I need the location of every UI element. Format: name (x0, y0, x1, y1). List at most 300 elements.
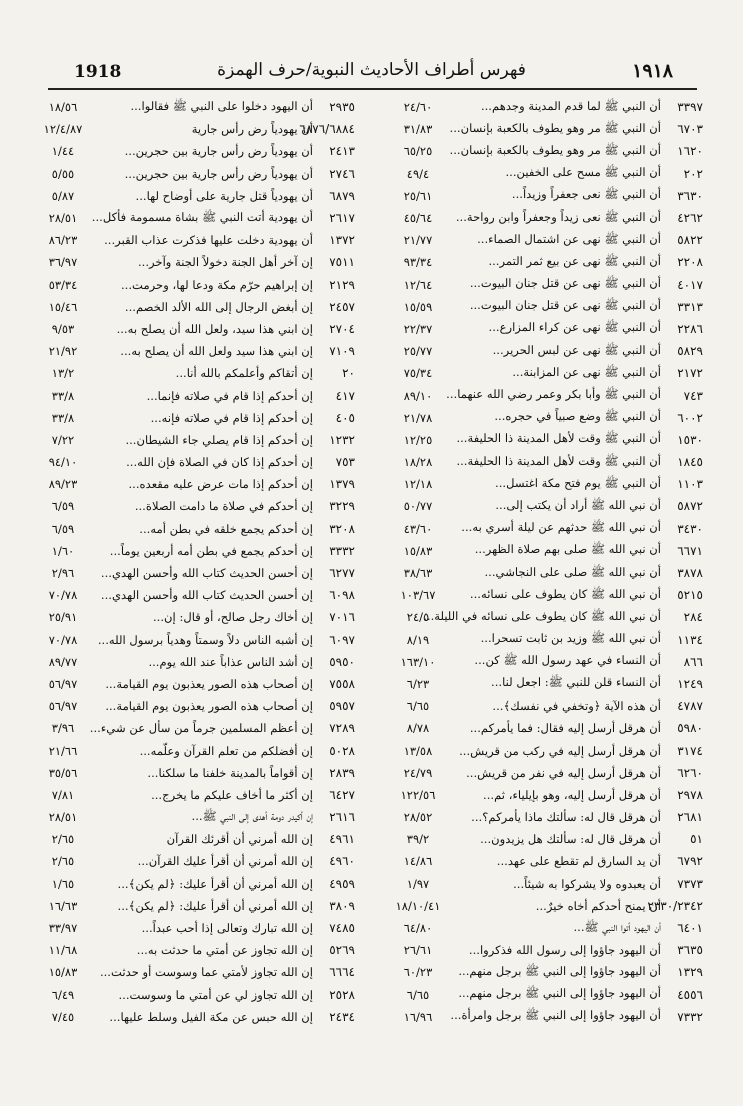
hadith-number: ٥٢٦٩ (329, 943, 355, 958)
book-chapter-ref: ٢٦/٦١ (403, 943, 433, 958)
hadith-opening-text: أن اليهود جاؤوا إلى النبي ﷺ برجل منهم... (458, 963, 661, 978)
book-chapter-ref: ١٢/٢٥ (403, 432, 433, 447)
hadith-number: ٦٠٩٧ (329, 632, 355, 647)
hadith-opening-text: أن اليهود جاؤوا إلى رسول الله فذكروا... (468, 943, 661, 958)
hadith-opening-text: أن النبي ﷺ وقت لأهل المدينة ذا الحليفة... (456, 431, 661, 446)
hadith-number: ٢٧٠٤ (329, 321, 355, 336)
index-entry (363, 518, 703, 540)
index-column-right (363, 96, 703, 1031)
book-chapter-ref: ٦/٥٩ (51, 521, 75, 536)
book-chapter-ref: ١٢/٦٤ (403, 277, 433, 292)
book-chapter-ref: ٨٩/٧٧ (48, 654, 78, 669)
book-chapter-ref: ٣١/٨٣ (403, 122, 433, 137)
index-entry (15, 340, 355, 362)
hadith-number: ٦٧٠٣ (677, 122, 703, 137)
hadith-opening-text: إن أقواماً بالمدينة خلفنا ما سلكنا... (147, 765, 313, 780)
hadith-number: ٣٨٠٩ (329, 898, 355, 913)
hadith-number: ٣٣١٣ (677, 299, 703, 314)
hadith-number: ١٣٧٢ (329, 233, 355, 248)
index-entry (363, 163, 703, 185)
hadith-number: ١٣٢٩ (677, 965, 703, 980)
index-entry (15, 717, 355, 739)
hadith-number: ٢٧٤٦ (329, 166, 355, 181)
hadith-opening-text: إن الله تجاوز عن أمتي ما حدثت به... (136, 943, 313, 958)
hadith-number: ٧٤٨٥ (329, 921, 355, 936)
hadith-number: ٥٩٥٠ (329, 654, 355, 669)
hadith-opening-text: إن أحدكم إذا كان في الصلاة فإن الله... (126, 455, 313, 470)
book-chapter-ref: ٨/١٩ (406, 632, 430, 647)
hadith-number: ٧٢٨٩ (329, 721, 355, 736)
hadith-opening-text: أن النبي ﷺ نهى عن قتل جنان البيوت... (469, 298, 661, 313)
hadith-number: ٥٩٨٠ (677, 721, 703, 736)
hadith-number: ٣٨٧٨ (677, 566, 703, 581)
book-chapter-ref: ٦٠/٢٣ (403, 965, 433, 980)
index-entry (363, 961, 703, 983)
book-chapter-ref: ٥/٨٧ (51, 188, 75, 203)
index-entry (363, 806, 703, 828)
index-column-left (15, 96, 355, 1031)
hadith-number: ٧٥٣ (335, 455, 355, 470)
book-chapter-ref: ١١/٦٨ (48, 943, 78, 958)
hadith-number: ٢١٢٩ (329, 277, 355, 292)
book-chapter-ref: ١٨/٢٨ (403, 455, 433, 470)
index-entry (363, 296, 703, 318)
hadith-opening-text: إن أحدكم في صلاة ما دامت الصلاة... (134, 499, 313, 514)
book-chapter-ref: ٥٠/٧٧ (403, 499, 433, 514)
hadith-opening-text: إن أتقاكم وأعلمكم بالله أنا... (175, 366, 313, 381)
hadith-number: ٣٣٩٧ (677, 100, 703, 115)
hadith-opening-text: أن نبي الله ﷺ كان يطوف على نسائه... (469, 586, 661, 601)
hadith-opening-text: أن النبي ﷺ وأبا بكر وعمر رضي الله عنهما... (446, 387, 661, 402)
book-chapter-ref: ٧/٤٥ (51, 1009, 75, 1024)
index-entry (363, 384, 703, 406)
index-entry (15, 917, 355, 939)
hadith-opening-text: إن أشد الناس عذاباً عند الله يوم... (148, 654, 313, 669)
index-entry (363, 251, 703, 273)
hadith-opening-text: أن النبي ﷺ نهى عن كراء المزارع... (488, 320, 661, 335)
hadith-opening-text: أن يهودياً رض رأس جارية بين حجرين... (124, 144, 313, 159)
index-entry (15, 828, 355, 850)
hadith-number: ٥١ (690, 832, 703, 847)
index-entry (15, 429, 355, 451)
index-entry (363, 917, 703, 939)
hadith-number: ٢٤٥٧ (329, 299, 355, 314)
index-entry (15, 695, 355, 717)
book-chapter-ref: ٢٥/٧٧ (403, 344, 433, 359)
book-chapter-ref: ٢١/٧٨ (403, 410, 433, 425)
hadith-opening-text: إن أعظم المسلمين جرماً من سأل عن شيء... (89, 721, 313, 736)
hadith-opening-text: أن النساء قلن للنبي ﷺ: اجعل لنا... (491, 675, 661, 690)
index-entry (363, 984, 703, 1006)
book-chapter-ref: ٢٥/٩١ (48, 610, 78, 625)
index-entry (15, 673, 355, 695)
book-chapter-ref: ١٣/٥٨ (403, 743, 433, 758)
book-chapter-ref: ٣٥/٥٦ (48, 765, 78, 780)
index-entry (15, 540, 355, 562)
index-entry (15, 407, 355, 429)
hadith-number: ١٢٤٩ (677, 676, 703, 691)
index-entry (363, 762, 703, 784)
hadith-number: ٢٦١٦ (329, 810, 355, 825)
book-chapter-ref: ٥٦/٩٧ (48, 699, 78, 714)
index-entry (363, 739, 703, 761)
index-entry (363, 673, 703, 695)
index-entry (15, 163, 355, 185)
index-entry (363, 495, 703, 517)
hadith-number: ٢٥٢٨ (329, 987, 355, 1002)
book-chapter-ref: ٦/٢٣ (406, 676, 430, 691)
index-entry (15, 495, 355, 517)
book-chapter-ref: ٢٨/٥١ (48, 810, 78, 825)
book-chapter-ref: ٢١/٦٦ (48, 743, 78, 758)
book-chapter-ref: ١٥/٨٣ (48, 965, 78, 980)
index-entry (363, 429, 703, 451)
hadith-number: ١١٠٣ (677, 477, 703, 492)
book-chapter-ref: ٤٩/٤ (406, 166, 430, 181)
book-chapter-ref: ١٥/٨٣ (403, 543, 433, 558)
hadith-opening-text: أن اليهود جاؤوا إلى النبي ﷺ برجل منهم... (458, 986, 661, 1001)
hadith-opening-text: أن النبي ﷺ مسح على الخفين... (505, 165, 661, 180)
book-chapter-ref: ٧٠/٧٨ (48, 632, 78, 647)
book-chapter-ref: ١/٩٧ (406, 876, 430, 891)
hadith-number: ٢٠ (342, 366, 355, 381)
book-chapter-ref: ٧/٨١ (51, 787, 75, 802)
hadith-opening-text: إن الله حبس عن مكة الفيل وسلط عليها... (109, 1009, 313, 1024)
index-entry (363, 717, 703, 739)
book-chapter-ref: ١٣/٢ (51, 366, 75, 381)
book-chapter-ref: ٩/٥٣ (51, 321, 75, 336)
index-entry (15, 873, 355, 895)
hadith-opening-text: أن نبي الله ﷺ كان يطوف على نسائه في الليلة... (423, 608, 661, 623)
hadith-opening-text: إن الله تجاوز لي عن أمتي ما وسوست... (118, 987, 313, 1002)
book-chapter-ref: ٦/٦٥ (406, 699, 430, 714)
book-chapter-ref: ٩٣/٣٤ (403, 255, 433, 270)
index-entry (15, 739, 355, 761)
index-entry (15, 584, 355, 606)
hadith-opening-text: أن هرقل أرسل إليه في نفر من قريش... (466, 765, 661, 780)
book-chapter-ref: ١٨/١٠/٤١ (395, 898, 441, 913)
index-entry (363, 140, 703, 162)
book-chapter-ref: ٢/٦٥ (51, 832, 75, 847)
book-chapter-ref: ١٦/٦٣ (48, 898, 78, 913)
hadith-number: ٤٢٦٢ (677, 211, 703, 226)
hadith-opening-text: إن أكثر ما أخاف عليكم ما يخرج... (151, 787, 313, 802)
book-chapter-ref: ٨٦/٢٣ (48, 233, 78, 248)
hadith-opening-text: إن أحدكم إذا قام في صلاته فإنه... (150, 410, 313, 425)
hadith-opening-text: إن الله أمرني أن أقرأ عليك: ﴿لم يكن﴾... (117, 876, 313, 891)
index-entry (363, 540, 703, 562)
hadith-opening-text: إن أحدكم إذا قام في صلاته فإنما... (146, 388, 313, 403)
hadith-number: ٢٣٣٠/٢٣٤٢ (647, 898, 703, 913)
hadith-opening-text: إن أفضلكم من تعلم القرآن وعلّمه... (139, 743, 313, 758)
index-entry (363, 362, 703, 384)
book-chapter-ref: ٧٥/٣٤ (403, 366, 433, 381)
hadith-opening-text: إن ابني هذا سيد ولعل الله أن يصلح به... (120, 344, 313, 359)
hadith-opening-text: أن اليهود جاؤوا إلى النبي ﷺ برجل وامرأة... (450, 1008, 661, 1023)
book-chapter-ref: ٣٣/٨ (51, 410, 75, 425)
hadith-opening-text: إن أصحاب هذه الصور يعذبون يوم القيامة... (105, 699, 313, 714)
hadith-opening-text: أن النبي ﷺ نعى زيداً وجعفراً وابن رواحة... (455, 209, 661, 224)
book-chapter-ref: ١٢٢/٥٦ (400, 787, 436, 802)
book-chapter-ref: ١٠٣/٦٧ (400, 588, 436, 603)
index-entry (363, 584, 703, 606)
hadith-number: ٢٤١٣ (329, 144, 355, 159)
index-entry (15, 784, 355, 806)
index-entry (15, 1006, 355, 1028)
hadith-opening-text: إن أحسن الحديث كتاب الله وأحسن الهدي... (100, 588, 313, 603)
index-entry (15, 185, 355, 207)
hadith-number: ١٥٣٠ (677, 432, 703, 447)
book-chapter-ref: ٥٦/٩٧ (48, 676, 78, 691)
hadith-opening-text: إن أحسن الحديث كتاب الله وأحسن الهدي... (100, 566, 313, 581)
index-entry (363, 828, 703, 850)
hadith-number: ٧٤٣ (683, 388, 703, 403)
hadith-opening-text: أن هذه الآية ﴿وتخفي في نفسك﴾... (492, 699, 661, 714)
index-entry (15, 296, 355, 318)
hadith-number: ٥٨٧٢ (677, 499, 703, 514)
book-chapter-ref: ٥/٥٥ (51, 166, 75, 181)
book-chapter-ref: ٢٤/٥ (406, 610, 430, 625)
book-chapter-ref: ٥٣/٣٤ (48, 277, 78, 292)
book-chapter-ref: ٣/٩٦ (51, 721, 75, 736)
hadith-number: ٧٣٧٣ (677, 876, 703, 891)
hadith-number: ٤١٧ (335, 388, 355, 403)
book-chapter-ref: ٢١/٩٢ (48, 344, 78, 359)
book-chapter-ref: ١٨/٥٦ (48, 100, 78, 115)
index-entry (15, 518, 355, 540)
hadith-opening-text: أن يهودية دخلت عليها فذكرت عذاب القبر... (104, 233, 313, 248)
index-entry (363, 118, 703, 140)
hadith-opening-text: أن النبي ﷺ مر وهو يطوف بالكعبة بإنسان... (449, 120, 661, 135)
hadith-opening-text: إن أحدكم إذا قام يصلي جاء الشيطان... (125, 432, 313, 447)
index-entry (363, 451, 703, 473)
index-entry (15, 961, 355, 983)
hadith-number: ٦٢٦٠ (677, 765, 703, 780)
index-entry (15, 362, 355, 384)
hadith-number: ١١٣٤ (677, 632, 703, 647)
hadith-number: ١٣٧٩ (329, 477, 355, 492)
book-chapter-ref: ٤٥/٦٤ (403, 211, 433, 226)
hadith-opening-text: إن إبراهيم حرّم مكة ودعا لها، وحرمت... (121, 277, 313, 292)
index-entry (15, 473, 355, 495)
hadith-number: ٦٨٧٩ (329, 188, 355, 203)
hadith-number: ٢٢٠٨ (677, 255, 703, 270)
hadith-opening-text: إن أكيدر دومة أهدى إلى النبي ﷺ... (191, 808, 313, 823)
index-entry (15, 939, 355, 961)
hadith-opening-text: أن هرقل أرسل إليه في ركب من قريش... (459, 743, 661, 758)
hadith-number: ٢١٧٢ (677, 366, 703, 381)
index-entry (15, 606, 355, 628)
hadith-opening-text: أن يعبدوه ولا يشركوا به شيئاً... (513, 876, 661, 891)
book-chapter-ref: ٧٠/٧٨ (48, 588, 78, 603)
hadith-opening-text: أن النبي ﷺ وقت لأهل المدينة ذا الحليفة... (456, 453, 661, 468)
hadith-opening-text: أن النبي ﷺ نهى عن بيع ثمر التمر... (488, 253, 661, 268)
hadith-opening-text: أن يهودية أتت النبي ﷺ بشاة مسمومة فأكل... (91, 209, 313, 224)
page-header (44, 58, 699, 88)
book-chapter-ref: ٦٥/٢٥ (403, 144, 433, 159)
hadith-number: ٥٢١٥ (677, 588, 703, 603)
hadith-opening-text: إن أصحاب هذه الصور يعذبون يوم القيامة... (105, 676, 313, 691)
book-chapter-ref: ٦/٦٥ (406, 987, 430, 1002)
book-chapter-ref: ٢٨/٥٢ (403, 810, 433, 825)
hadith-number: ٢٠٢ (683, 166, 703, 181)
index-entry (363, 873, 703, 895)
index-entry (15, 140, 355, 162)
index-entry (363, 185, 703, 207)
hadith-number: ٦٠٠٢ (677, 410, 703, 425)
hadith-opening-text: أن النساء في عهد رسول الله ﷺ كن... (474, 653, 661, 668)
hadith-number: ٥٨٢٢ (677, 233, 703, 248)
index-entry (363, 695, 703, 717)
hadith-number: ٧٥١١ (329, 255, 355, 270)
hadith-opening-text: أن النبي ﷺ لما قدم المدينة وجدهم... (480, 98, 661, 113)
book-chapter-ref: ٣٦/٩٧ (48, 255, 78, 270)
hadith-opening-text: أن يد السارق لم تقطع على عهد... (496, 854, 661, 869)
hadith-number: ١٦٢٠ (677, 144, 703, 159)
hadith-opening-text: إن الله تجاوز لأمتي عما وسوست أو حدثت... (99, 965, 313, 980)
hadith-opening-text: أن يهودياً رض رأس جارية بين حجرين... (124, 166, 313, 181)
index-entry (15, 762, 355, 784)
hadith-number: ٦٠٩٨ (329, 588, 355, 603)
hadith-number: ٦٧٩٢ (677, 854, 703, 869)
index-entry (363, 340, 703, 362)
book-chapter-ref: ٢٤/٦٠ (403, 100, 433, 115)
hadith-number: ٢٦١٧ (329, 211, 355, 226)
hadith-number: ٢٢٨٦ (677, 321, 703, 336)
hadith-number: ٤٧٨٧ (677, 699, 703, 714)
hadith-opening-text: إن أحدكم يجمع في بطن أمه أربعين يوماً... (109, 543, 313, 558)
book-chapter-ref: ٢/٦٥ (51, 854, 75, 869)
index-entry (15, 629, 355, 651)
book-chapter-ref: ٢/٩٦ (51, 566, 75, 581)
hadith-number: ٣١٧٤ (677, 743, 703, 758)
hadith-opening-text: أن اليهود دخلوا على النبي ﷺ فقالوا... (130, 98, 313, 113)
hadith-number: ٦٤٢٧ (329, 787, 355, 802)
index-entry (15, 318, 355, 340)
hadith-opening-text: إن الله تبارك وتعالى إذا أحب عبداً... (141, 921, 313, 936)
book-chapter-ref: ١٥/٥٩ (403, 299, 433, 314)
book-chapter-ref: ١٥/٤٦ (48, 299, 78, 314)
book-chapter-ref: ٣٩/٢ (406, 832, 430, 847)
book-chapter-ref: ٢٥/٦١ (403, 188, 433, 203)
book-chapter-ref: ٤٣/٦٠ (403, 521, 433, 536)
hadith-opening-text: أن اليهود أتوا النبي ﷺ... (573, 919, 661, 934)
index-entry (15, 850, 355, 872)
hadith-number: ٧٠١٦ (329, 610, 355, 625)
hadith-number: ٨٦٦ (683, 654, 703, 669)
book-chapter-ref: ٢٤/٧٩ (403, 765, 433, 780)
index-entry (363, 229, 703, 251)
hadith-number: ٤٩٦١ (329, 832, 355, 847)
hadith-opening-text: إن الله أمرني أن أقرئك القرآن (166, 832, 313, 847)
book-chapter-ref: ١/٦٥ (51, 876, 75, 891)
hadith-opening-text: أن يهودياً قتل جارية على أوضاح لها... (135, 188, 313, 203)
book-chapter-ref: ٦٤/٨٠ (403, 921, 433, 936)
hadith-opening-text: أن هرقل أرسل إليه فقال: فما يأمركم... (469, 721, 661, 736)
hadith-opening-text: أن النبي ﷺ وضع صبياً في حجره... (494, 409, 661, 424)
hadith-opening-text: أن النبي ﷺ نهى عن المزابنة... (512, 364, 661, 379)
index-entry (363, 895, 703, 917)
page-number-arabic: ١٩١٨ (632, 60, 673, 82)
header-rule (48, 88, 697, 90)
hadith-opening-text: أن هرقل قال له: سألتك ماذا يأمركم؟... (471, 810, 661, 825)
index-entry (15, 806, 355, 828)
index-entry (363, 318, 703, 340)
book-chapter-ref: ١٢/٤/٨٧ (43, 122, 83, 137)
index-entry (15, 207, 355, 229)
hadith-opening-text: أن النبي ﷺ نعى جعفراً وزيداً... (511, 187, 661, 202)
hadith-opening-text: إن ابني هذا سيد، ولعل الله أن يصلح به... (116, 321, 313, 336)
index-entry (15, 118, 355, 140)
hadith-opening-text: أن نبي الله ﷺ وزيد بن ثابت تسحرا... (480, 631, 661, 646)
hadith-number: ٧٥٥٨ (329, 676, 355, 691)
hadith-number: ٢٨٣٩ (329, 765, 355, 780)
hadith-number: ٤٥٥٦ (677, 987, 703, 1002)
running-title: فهرس أطراف الأحاديث النبوية/حرف الهمزة (217, 60, 526, 80)
hadith-opening-text: أن النبي ﷺ نهى عن قتل جنان البيوت... (469, 276, 661, 291)
index-entry (363, 1006, 703, 1028)
index-entry (363, 473, 703, 495)
book-chapter-ref: ٣٣/٩٧ (48, 921, 78, 936)
hadith-number: ٦٦٧١ (677, 543, 703, 558)
hadith-number: ٣٦٣٠ (677, 188, 703, 203)
hadith-number: ٧١٠٩ (329, 344, 355, 359)
index-entry (15, 274, 355, 296)
hadith-number: ٥٠٢٨ (329, 743, 355, 758)
book-chapter-ref: ١/٦٠ (51, 543, 75, 558)
hadith-number: ١٨٤٥ (677, 455, 703, 470)
hadith-number: ٢٩٧٨ (677, 787, 703, 802)
index-entry (15, 651, 355, 673)
book-chapter-ref: ٨٩/٢٣ (48, 477, 78, 492)
book-chapter-ref: ٢١/٧٧ (403, 233, 433, 248)
index-entry (363, 651, 703, 673)
hadith-opening-text: أن نبي الله ﷺ حدثهم عن ليلة أسري به... (461, 520, 661, 535)
hadith-opening-text: أن نبي الله ﷺ أراد أن يكتب إلى... (495, 497, 661, 512)
hadith-number: ٤٠١٧ (677, 277, 703, 292)
hadith-opening-text: أن يمنح أحدكم أخاه خيرٌ... (535, 898, 661, 913)
book-chapter-ref: ٣٨/٦٣ (403, 566, 433, 581)
hadith-number: ٦٢٧٧ (329, 566, 355, 581)
index-entry (15, 96, 355, 118)
hadith-opening-text: أن هرقل أرسل إليه، وهو بإيلياء، ثم... (483, 787, 661, 802)
index-entry (15, 984, 355, 1006)
index-entry (15, 451, 355, 473)
hadith-opening-text: إن أشبه الناس دلاً وسمتاً وهدياً برسول الله... (97, 632, 313, 647)
hadith-number: ٣٢٠٨ (329, 521, 355, 536)
hadith-number: ٣٣٣٢ (329, 543, 355, 558)
hadith-opening-text: أن النبي ﷺ نهى عن اشتمال الصماء... (477, 231, 661, 246)
index-entry (363, 274, 703, 296)
book-chapter-ref: ١٤/٨٦ (403, 854, 433, 869)
index-entry (363, 207, 703, 229)
hadith-number: ٦٨٧٦/٦٨٨٤ (299, 122, 355, 137)
hadith-number: ٥٩٥٧ (329, 699, 355, 714)
hadith-opening-text: أن النبي ﷺ يوم فتح مكة اغتسل... (495, 475, 661, 490)
book-chapter-ref: ٢٨/٥١ (48, 211, 78, 226)
hadith-number: ٣٤٣٠ (677, 521, 703, 536)
book-chapter-ref: ١٢/١٨ (403, 477, 433, 492)
index-entry (363, 562, 703, 584)
hadith-opening-text: إن الله أمرني أن أقرأ عليك: ﴿لم يكن﴾... (117, 898, 313, 913)
book-chapter-ref: ٦/٥٩ (51, 499, 75, 514)
hadith-opening-text: إن الله أمرني أن أقرأ عليك القرآن... (137, 854, 313, 869)
hadith-opening-text: أن النبي ﷺ مر وهو يطوف بالكعبة بإنسان... (449, 142, 661, 157)
hadith-number: ٦٤٠١ (677, 921, 703, 936)
book-chapter-ref: ٨٩/١٠ (403, 388, 433, 403)
hadith-opening-text: إن آخر أهل الجنة دخولاً الجنة وآخر... (137, 255, 313, 270)
hadith-opening-text: أن هرقل قال له: سألتك هل يزيدون... (480, 832, 661, 847)
